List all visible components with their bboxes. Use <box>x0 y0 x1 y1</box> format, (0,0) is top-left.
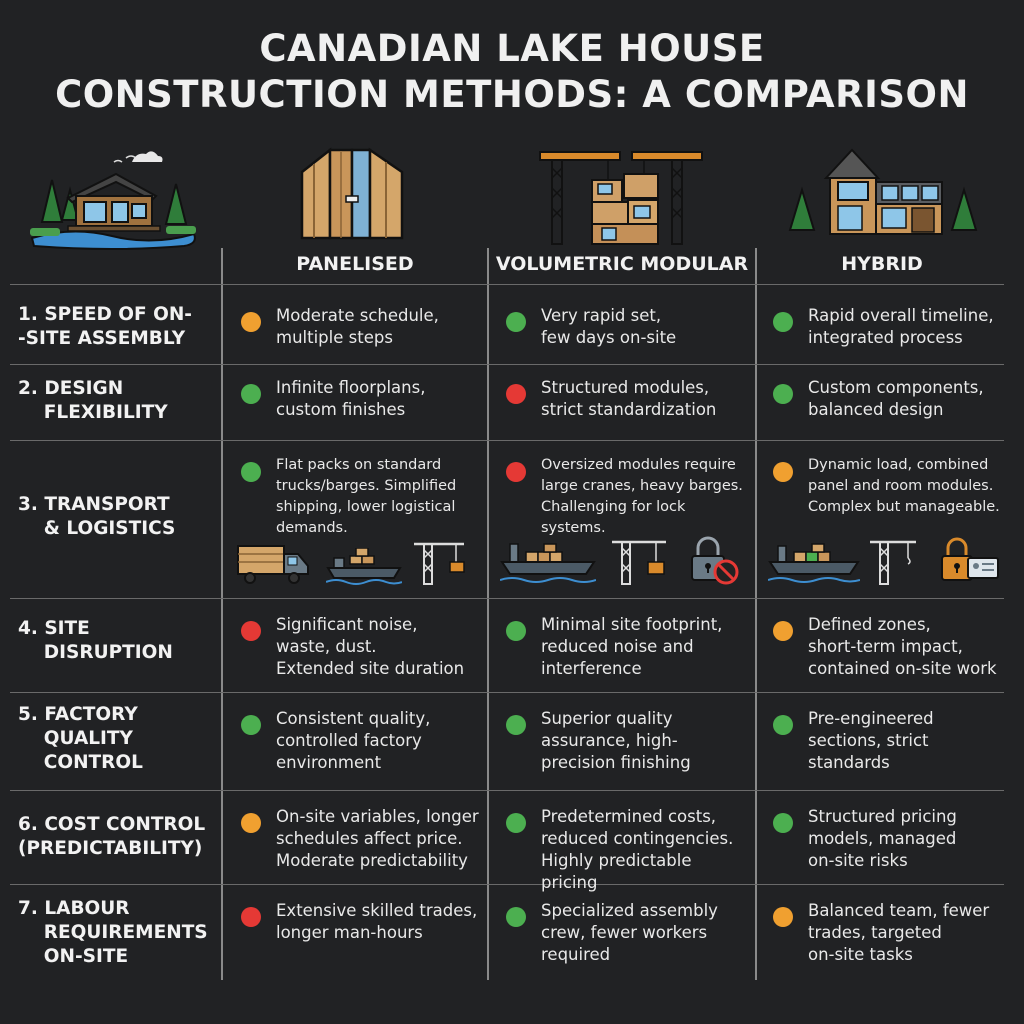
cell-text: Extensive skilled trades, longer man-hours <box>276 901 478 942</box>
cell-text: On-site variables, longer schedules affect price. Moderate predictability <box>276 807 479 870</box>
title-line-2: CONSTRUCTION METHODS: A COMPARISON <box>55 73 969 116</box>
row-label: 6. COST CONTROL (PREDICTABILITY) <box>18 814 206 859</box>
row-label: 4. SITE DISRUPTION <box>18 618 173 663</box>
status-dot-amber <box>773 462 793 482</box>
row-label: 1. SPEED OF ON- -SITE ASSEMBLY <box>18 304 192 349</box>
row-label: 3. TRANSPORT & LOGISTICS <box>18 494 176 539</box>
status-dot-amber <box>241 813 261 833</box>
status-dot-green <box>773 813 793 833</box>
crane-icon <box>412 536 468 590</box>
title-line-1: CANADIAN LAKE HOUSE <box>259 27 765 70</box>
cell-text: Oversized modules require large cranes, heavy barges. Challenging for lock systems. <box>541 457 743 536</box>
column-header-panelised: PANELISED <box>296 253 414 275</box>
status-dot-green <box>506 715 526 735</box>
truck-icon <box>236 540 312 590</box>
cell-text: Minimal site footprint, reduced noise and interference <box>541 615 723 678</box>
crane-icon <box>610 534 670 590</box>
status-dot-green <box>506 312 526 332</box>
status-dot-amber <box>773 907 793 927</box>
cell-text: Balanced team, fewer trades, targeted on-site tasks <box>808 901 990 964</box>
cell-text: Flat packs on standard trucks/barges. Simplified shipping, lower logistical demands. <box>276 457 457 536</box>
row-divider <box>10 364 1004 365</box>
cell-text: Specialized assembly crew, fewer workers required <box>541 901 718 964</box>
status-dot-green <box>506 907 526 927</box>
hybrid-house-icon <box>786 142 986 242</box>
cell-text: Pre-engineered sections, strict standards <box>808 709 934 772</box>
crane-modules-icon <box>536 138 706 246</box>
status-dot-amber <box>241 312 261 332</box>
row-divider <box>10 598 1004 599</box>
row-label: 2. DESIGN FLEXIBILITY <box>18 378 168 423</box>
status-dot-red <box>241 621 261 641</box>
row-label: 5. FACTORY QUALITY CONTROL <box>18 704 143 773</box>
column-divider <box>755 248 757 980</box>
barge-icon <box>326 548 402 590</box>
wall-panels-icon <box>292 142 412 242</box>
lake-house-icon <box>28 140 198 252</box>
row-divider <box>10 790 1004 791</box>
cell-text: Superior quality assurance, high- precision finishing <box>541 709 691 772</box>
column-header-modular: VOLUMETRIC MODULAR <box>495 253 749 275</box>
status-dot-green <box>773 715 793 735</box>
status-dot-red <box>506 462 526 482</box>
cell-text: Dynamic load, combined panel and room modules. Complex but manageable. <box>808 457 1000 515</box>
status-dot-green <box>506 621 526 641</box>
cell-text: Consistent quality, controlled factory environment <box>276 709 431 772</box>
crane-icon <box>868 534 918 590</box>
row-divider <box>10 440 1004 441</box>
column-header-hybrid: HYBRID <box>841 253 923 275</box>
status-dot-green <box>773 384 793 404</box>
lock-blocked-icon <box>688 536 742 590</box>
row-label: 7. LABOUR REQUIREMENTS ON-SITE <box>18 898 208 967</box>
status-dot-green <box>241 715 261 735</box>
cell-text: Infinite floorplans, custom finishes <box>276 378 426 419</box>
cell-text: Very rapid set, few days on-site <box>541 306 677 347</box>
cell-text: Rapid overall timeline, integrated process <box>808 306 994 347</box>
column-divider <box>221 248 223 980</box>
row-divider <box>10 884 1004 885</box>
cell-text: Custom components, balanced design <box>808 378 984 419</box>
status-dot-red <box>241 907 261 927</box>
status-dot-green <box>241 462 261 482</box>
cell-text: Predetermined costs, reduced contingencies. Highly predictable pricing <box>541 807 734 892</box>
cell-text: Defined zones, short-term impact, contained on-site work <box>808 615 997 678</box>
status-dot-green <box>241 384 261 404</box>
cell-text: Significant noise, waste, dust. Extended site duration <box>276 615 465 678</box>
status-dot-green <box>773 312 793 332</box>
ship-icon <box>768 540 860 588</box>
cell-text: Moderate schedule, multiple steps <box>276 306 439 347</box>
row-divider <box>10 284 1004 285</box>
ship-icon <box>500 540 596 588</box>
row-divider <box>10 692 1004 693</box>
status-dot-red <box>506 384 526 404</box>
column-divider <box>487 248 489 980</box>
lock-permit-icon <box>938 536 1002 588</box>
cell-text: Structured pricing models, managed on-site risks <box>808 807 957 870</box>
cell-text: Structured modules, strict standardization <box>541 378 717 419</box>
page-title <box>0 26 1024 118</box>
status-dot-green <box>506 813 526 833</box>
status-dot-amber <box>773 621 793 641</box>
